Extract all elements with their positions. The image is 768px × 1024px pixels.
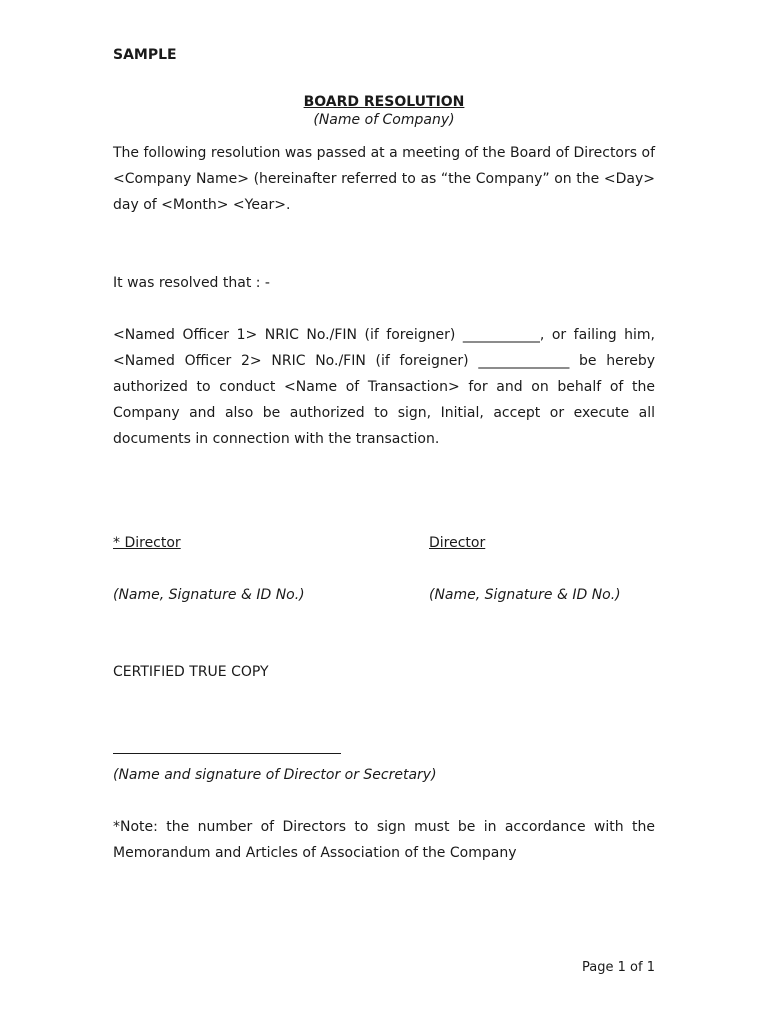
signature-caption-left: (Name, Signature & ID No.) <box>113 587 305 603</box>
title-block <box>113 93 655 129</box>
page-number: Page 1 of 1 <box>582 960 655 975</box>
signature-block-left <box>113 530 305 608</box>
certified-signature-caption: (Name and signature of Director or Secretary) <box>113 767 437 783</box>
director-label-left: * Director <box>113 535 181 551</box>
signature-block-right <box>429 530 621 608</box>
signature-caption-right: (Name, Signature & ID No.) <box>429 587 621 603</box>
certified-true-copy: CERTIFIED TRUE COPY <box>113 664 269 680</box>
document-title: BOARD RESOLUTION <box>303 94 465 110</box>
resolution-body: <Named Officer 1> NRIC No./FIN (if foreigner) ___________, or failing him, <Named Officer 2> NRIC No./FIN (if foreigner) _____________ be hereby authorized to conduct <Name of Transaction> for and on behalf of the Company and also be authorized to sign, Initial, accept or execute all documents in connection with the transaction. <box>113 327 655 447</box>
company-name-placeholder: (Name of Company) <box>313 112 455 128</box>
resolved-line: It was resolved that : - <box>113 275 270 291</box>
intro-paragraph: The following resolution was passed at a meeting of the Board of Directors of <Company Name> (hereinafter referred to as “the Company” on the <Day> day of <Month> <Year>. <box>113 145 655 213</box>
sample-label: SAMPLE <box>113 47 177 63</box>
note-paragraph: *Note: the number of Directors to sign must be in accordance with the Memorandum and Articles of Association of the Company <box>113 819 655 861</box>
signature-line <box>113 741 341 754</box>
document-page <box>113 0 655 1024</box>
director-label-right: Director <box>429 535 486 551</box>
